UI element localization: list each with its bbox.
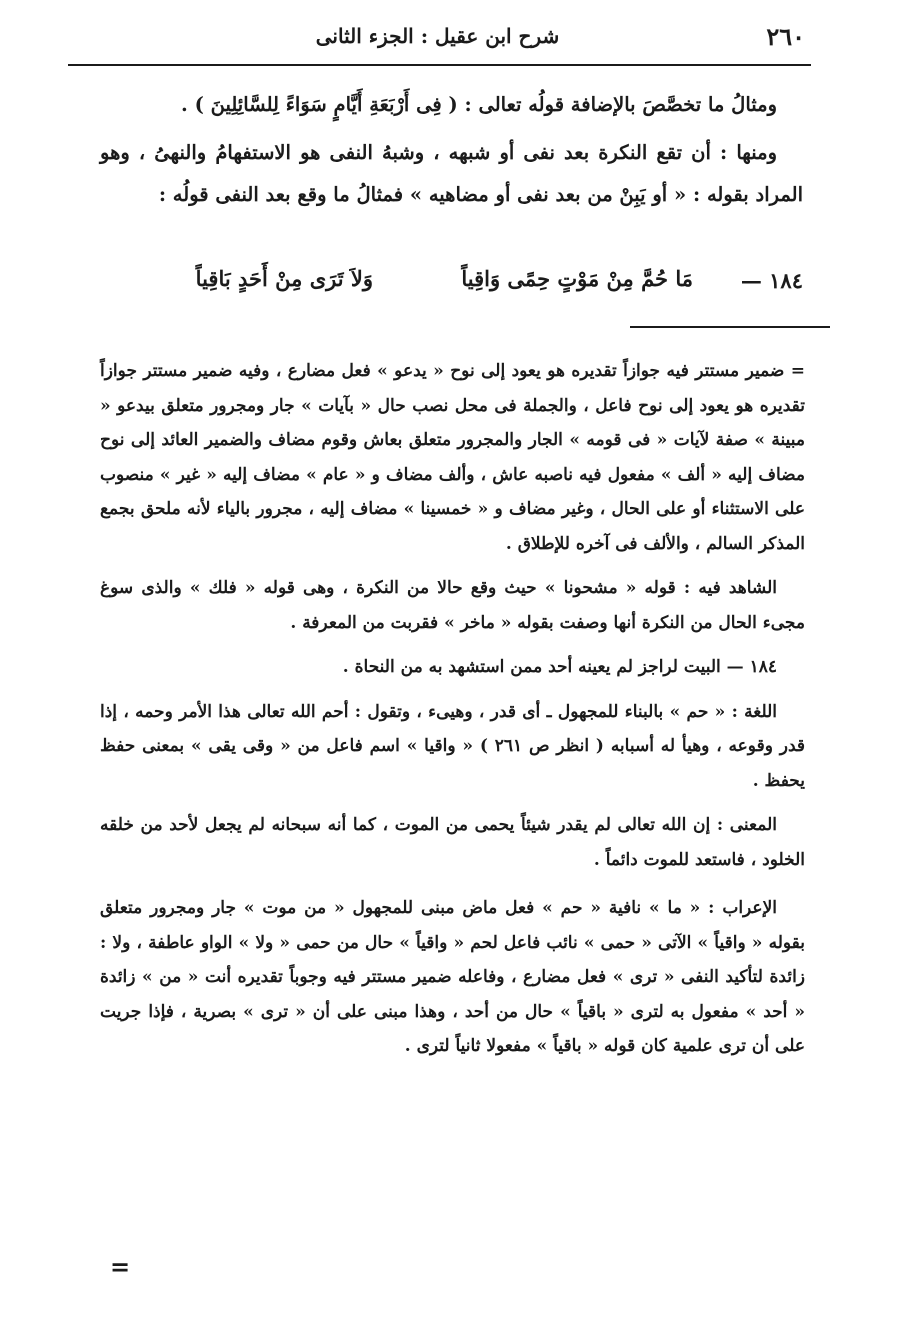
footnote-separator (630, 326, 830, 328)
header-rule (68, 64, 811, 66)
footnote-paragraph: = ضمير مستتر فيه جوازاً تقديره هو يعود إلى نوح « يدعو » فعل مضارع ، وفيه ضمير مستتر جوازاً تقديره هو يعود إلى نوح فاعل ، والجملة فى محل نصب حال « بآيات » جار ومجرور متعلق بيدعو « مبينة » صفة لآيات « فى قومه » الجار والمجرور متعلق بعاش وقوم مضاف والضمير العائد إلى نوح مضاف إليه « ألف » مفعول فيه ناصبه عاش ، وألف مضاف و « عام » مضاف إليه « غير » منصوب على الاستثناء أو على الحال ، وغير مضاف و « خمسينا » مضاف إليه ، مجرور بالياء لأنه ملحق بجمع المذكر السالم ، والألف فى آخره للإطلاق . (100, 361, 806, 554)
main-text (100, 84, 803, 216)
main-paragraph: ومثالُ ما تخصَّصَ بالإضافة قولُه تعالى : ( فِى أَرْبَعَةِ أَيَّامٍ سَوَاءً لِلسَّائِلِينَ ) . (181, 93, 777, 116)
verse-line (150, 262, 803, 306)
footnote-paragraph: الإعراب : « ما » نافية « حم » فعل ماض مبنى للمجهول « من موت » جار ومجرور متعلق بقوله « واقياً » الآتى « حمى » نائب فاعل لحم « واقياً » حال من حمى « ولا » الواو عاطفة ، ولا : زائدة لتأكيد النفى « ترى » فعل مضارع ، وفاعله ضمير مستتر فيه وجوباً تقديره أنت « من » زائدة « أحد » مفعول به لترى « باقياً » حال من أحد ، وهذا مبنى على أن « ترى » بصرية ، فإذا جريت على أن ترى علمية كان قوله « باقياً » مفعولا ثانياً لترى . (100, 898, 805, 1056)
footnote-paragraph: المعنى : إن الله تعالى لم يقدر شيئاً يحمى من الموت ، كما أنه سبحانه لم يجعل لأحد من خلقه الخلود ، فاستعد للموت دائماً . (100, 815, 805, 870)
page-header (70, 22, 805, 58)
verse-second-hemistich: وَلاَ تَرَى مِنْ أَحَدٍ بَاقِياً (195, 266, 373, 291)
continuation-mark: = (110, 1252, 131, 1281)
main-paragraph: ومنها : أن تقع النكرة بعد نفى أو شبهه ، وشبهُ النفى هو الاستفهامُ والنهىُ ، وهو المراد بقوله : « أو يَبِنْ من بعد نفى أو مضاهيه » فمثالُ ما وقع بعد النفى قولُه : (100, 141, 803, 206)
page-number: ٢٦٠ (766, 22, 805, 51)
footnote-paragraph: اللغة : « حم » بالبناء للمجهول ـ أى قدر ، وهيىء ، وتقول : أحم الله تعالى هذا الأمر وحمه ، إذا قدر وقوعه ، وهيأ له أسبابه ( انظر ص ٢٦١ ) « واقيا » اسم فاعل من « وقى يقى » بمعنى حفظ يحفظ . (100, 701, 805, 791)
footnote-paragraph: ١٨٤ — البيت لراجز لم يعينه أحد ممن استشهد به من النحاة . (342, 657, 777, 677)
verse-first-hemistich: مَا حُمَّ مِنْ مَوْتٍ حِمًى وَاقِياً (461, 266, 693, 291)
footnote-paragraph: الشاهد فيه : قوله « مشحونا » حيث وقع حالا من النكرة ، وهى قوله « فلك » والذى سوغ مجىء الحال من النكرة أنها وصفت بقوله « ماخر » فقربت من المعرفة . (100, 578, 805, 633)
verse-number: ١٨٤ — (740, 268, 803, 293)
running-title: شرح ابن عقيل : الجزء الثانى (315, 24, 560, 48)
footnotes (100, 354, 805, 1064)
